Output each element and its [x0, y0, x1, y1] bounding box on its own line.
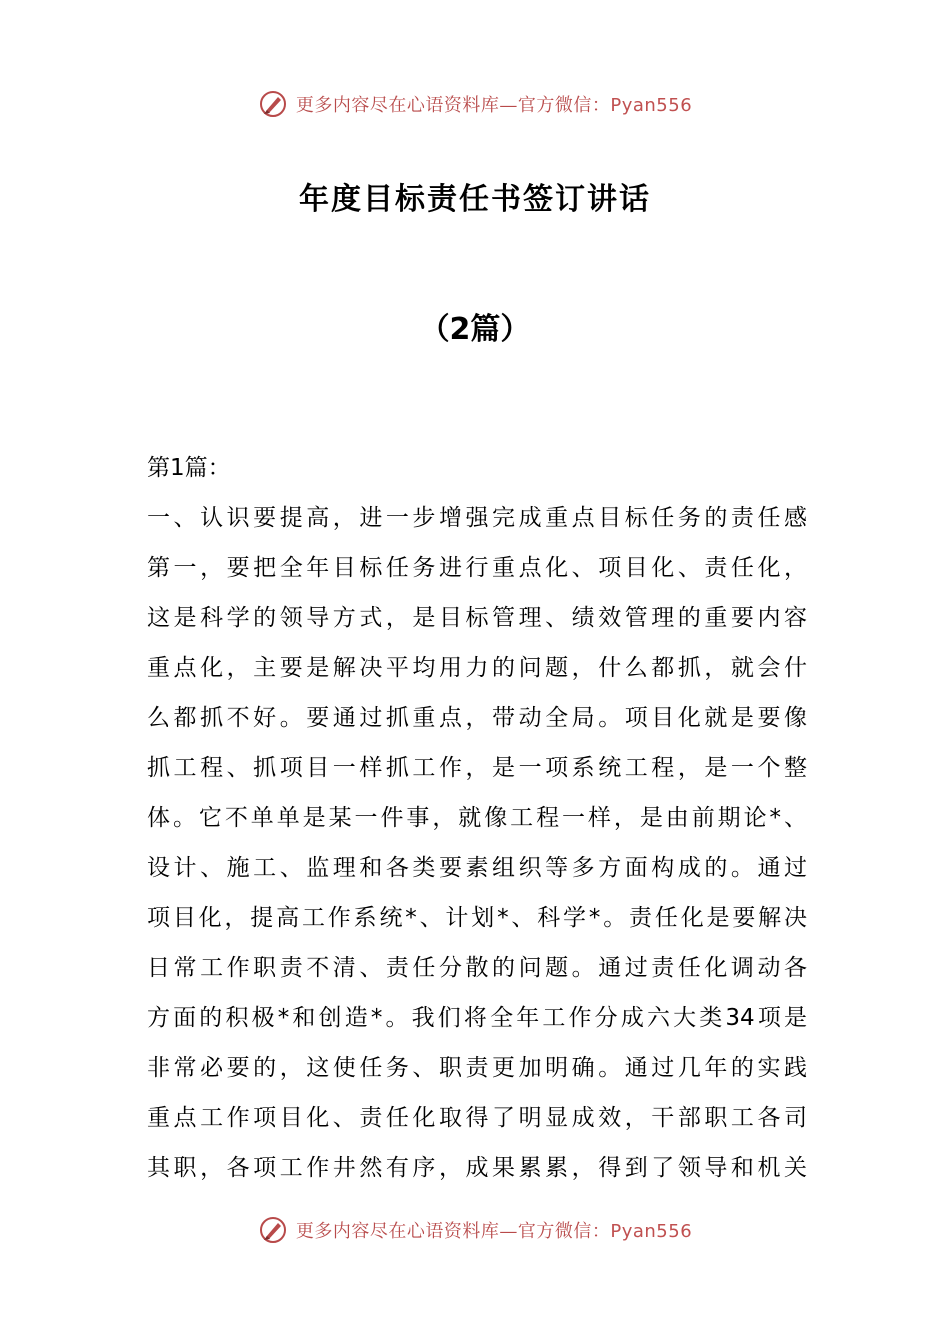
body-line: 非常必要的，这使任务、职责更加明确。通过几年的实践 [147, 1055, 807, 1081]
footer-watermark-banner [0, 1210, 950, 1250]
document-subtitle: （2篇） [419, 312, 531, 347]
body-line: 日常工作职责不清、责任分散的问题。通过责任化调动各 [147, 955, 807, 981]
body-line: 设计、施工、监理和各类要素组织等多方面构成的。通过 [147, 855, 807, 881]
body-line: 项目化，提高工作系统*、计划*、科学*。责任化是要解决 [147, 905, 807, 931]
body-line: 第一，要把全年目标任务进行重点化、项目化、责任化， [147, 555, 807, 581]
body-line: 重点化，主要是解决平均用力的问题，什么都抓，就会什 [147, 655, 807, 681]
header-watermark-text: 更多内容尽在心语资料库—官方微信：Pyan556 [295, 95, 693, 116]
body-line: 重点工作项目化、责任化取得了明显成效，干部职工各司 [147, 1105, 807, 1131]
document-body [147, 443, 807, 1193]
body-line: 么都抓不好。要通过抓重点，带动全局。项目化就是要像 [147, 705, 807, 731]
body-line: 一、认识要提高，进一步增强完成重点目标任务的责任感 [147, 505, 807, 531]
pen-logo-icon [258, 89, 288, 119]
body-line: 方面的积极*和创造*。我们将全年工作分成六大类34项是 [147, 1005, 807, 1031]
footer-watermark-text: 更多内容尽在心语资料库—官方微信：Pyan556 [295, 1221, 693, 1242]
document-title: 年度目标责任书签订讲话 [299, 182, 651, 217]
header-watermark-banner [0, 84, 950, 124]
body-line: 抓工程、抓项目一样抓工作，是一项系统工程，是一个整 [147, 755, 807, 781]
header-wechat-id: Pyan556 [610, 95, 693, 116]
body-line: 这是科学的领导方式，是目标管理、绩效管理的重要内容 [147, 605, 807, 631]
footer-wechat-id: Pyan556 [610, 1221, 693, 1242]
body-line: 其职，各项工作井然有序，成果累累，得到了领导和机关 [147, 1155, 807, 1181]
section-heading: 第1篇： [147, 455, 231, 481]
pen-logo-icon [258, 1215, 288, 1245]
body-line: 体。它不单单是某一件事，就像工程一样，是由前期论*、 [147, 805, 807, 831]
